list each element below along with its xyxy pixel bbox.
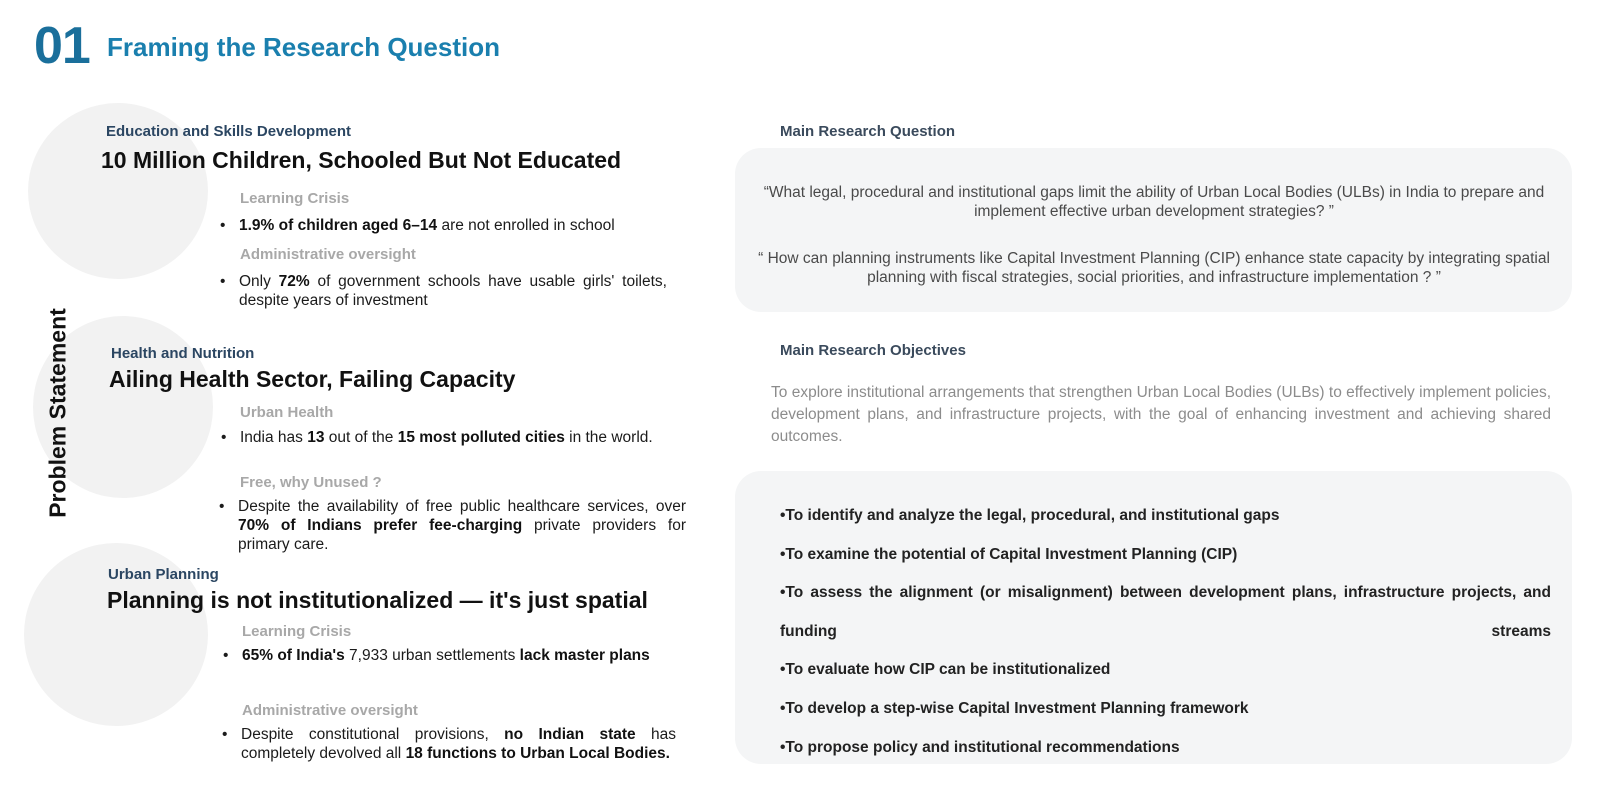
bullet-text: Despite the availability of free public healthcare services, over [238, 498, 686, 515]
bullet-emphasis: 72% [278, 273, 310, 290]
sub-label: Urban Health [240, 404, 334, 421]
bullet-item [222, 725, 676, 763]
side-label-text: Problem Statement [44, 307, 71, 518]
slide-title: Framing the Research Question [107, 32, 500, 62]
bullet-emphasis: 1.9% of children aged 6–14 [239, 217, 438, 234]
bullet-text: private providers for primary care. [238, 517, 687, 553]
bullet-dot: • [223, 647, 229, 664]
bullet-text: in the world. [564, 429, 653, 446]
bullet-emphasis: lack master plans [519, 647, 650, 664]
objective-item: •To evaluate how CIP can be institutionalized [780, 661, 1111, 679]
section-headline: 10 Million Children, Schooled But Not Educated [101, 147, 622, 173]
bullet-text: has completely devolved all [241, 726, 676, 762]
research-objectives-heading: Main Research Objectives [780, 342, 966, 359]
bullet-dot: • [222, 726, 228, 743]
objective-item: •To examine the potential of Capital Investment Planning (CIP) [780, 545, 1238, 563]
objective-item: •To assess the alignment (or misalignment) between development plans, infrastructure projects, and funding streams [780, 584, 1551, 640]
section-category: Urban Planning [108, 566, 219, 583]
research-question-heading: Main Research Question [780, 123, 956, 140]
bullet-text: Only [239, 273, 279, 290]
bullet-dot: • [220, 273, 226, 290]
bullet-item [223, 646, 675, 665]
section-category: Health and Nutrition [111, 345, 255, 362]
bullet-dot: • [221, 429, 227, 446]
bullet-emphasis: 15 most polluted cities [397, 429, 565, 446]
research-question: “ How can planning instruments like Capital Investment Planning (CIP) enhance state capacity by integrating spatial planning with fiscal strategies, social priorities, and infrastructure implementation ? ” [758, 250, 1550, 286]
objectives-intro: To explore institutional arrangements that strengthen Urban Local Bodies (ULBs) to effectively implement policies, development plans, and infrastructure projects, with the goal of enhancing investment and achieving shared outcomes. [771, 384, 1551, 445]
bullet-text: out of the [324, 429, 398, 446]
sub-label: Learning Crisis [242, 623, 352, 640]
bullet-emphasis: no Indian state [504, 726, 636, 743]
bullet-text: India has [240, 429, 308, 446]
bullet-emphasis: 13 [307, 429, 325, 446]
bullet-dot: • [219, 498, 225, 515]
objectives-list [780, 497, 1551, 767]
bullet-emphasis: 18 functions to Urban Local Bodies. [405, 745, 670, 762]
side-label [45, 300, 71, 525]
bullet-text: of government schools have usable girls' toilets, despite years of investment [239, 273, 667, 309]
research-question: “What legal, procedural and institutional gaps limit the ability of Urban Local Bodies (ULBs) in India to prepare and implement effective urban development strategies? ” [763, 184, 1545, 220]
bullet-text: Despite constitutional provisions, [241, 726, 505, 743]
bullet-item [221, 428, 676, 447]
sub-label: Administrative oversight [240, 246, 416, 263]
section-headline: Planning is not institutionalized — it's just spatial [107, 587, 648, 613]
sub-label: Administrative oversight [242, 702, 418, 719]
slide-number: 01 [34, 17, 90, 75]
bullet-emphasis: 70% of Indians prefer fee-charging [238, 517, 523, 534]
bullet-dot: • [220, 217, 226, 234]
objective-item: •To develop a step-wise Capital Investment Planning framework [780, 699, 1249, 717]
bullet-item [220, 272, 667, 310]
bullet-item [219, 497, 687, 554]
bullet-item [220, 216, 674, 235]
research-question-panel [735, 148, 1572, 312]
bullet-text: are not enrolled in school [437, 217, 615, 234]
section-category: Education and Skills Development [106, 123, 352, 140]
objective-item: •To propose policy and institutional recommendations [780, 738, 1180, 756]
sub-label: Learning Crisis [240, 190, 350, 207]
bullet-text: 7,933 urban settlements [344, 647, 520, 664]
sub-label: Free, why Unused ? [240, 474, 382, 491]
bullet-emphasis: 65% of India's [242, 647, 345, 664]
objective-item: •To identify and analyze the legal, procedural, and institutional gaps [780, 507, 1280, 524]
section-headline: Ailing Health Sector, Failing Capacity [109, 366, 516, 392]
